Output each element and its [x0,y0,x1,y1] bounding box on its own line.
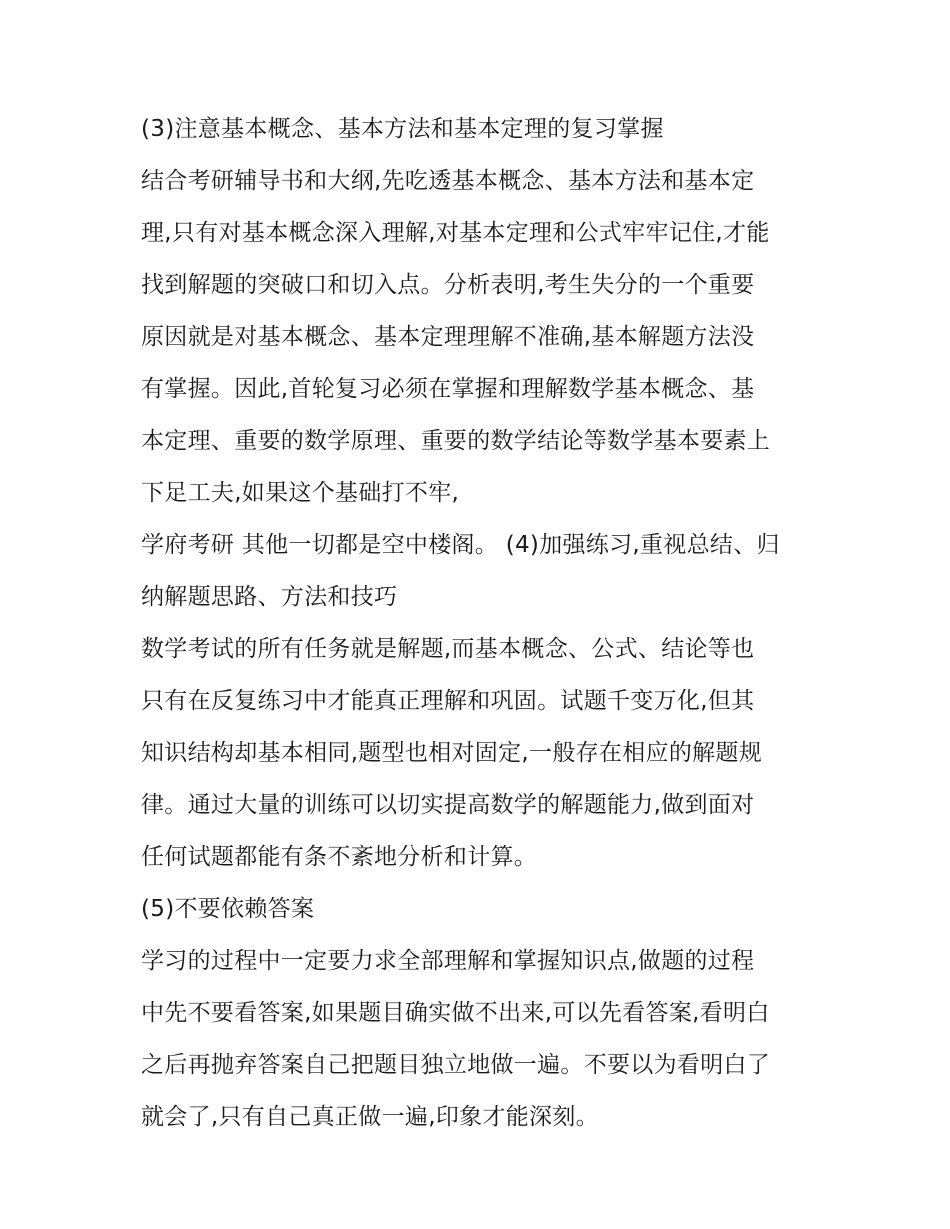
paragraph-line: 本定理、重要的数学原理、重要的数学结论等数学基本要素上 [141,428,771,454]
paragraph-line: 有掌握。因此,首轮复习必须在掌握和理解数学基本概念、基 [141,376,755,402]
heading-4-continuation: 纳解题思路、方法和技巧 [141,584,398,610]
paragraph-line-with-heading-4: 学府考研 其他一切都是空中楼阁。 (4)加强练习,重视总结、归 [141,532,780,558]
paragraph-line: 任何试题都能有条不紊地分析和计算。 [141,844,538,870]
paragraph-line: 找到解题的突破口和切入点。分析表明,考生失分的一个重要 [141,272,755,298]
paragraph-line: 学习的过程中一定要力求全部理解和掌握知识点,做题的过程 [141,948,755,974]
paragraph-line: 中先不要看答案,如果题目确实做不出来,可以先看答案,看明白 [141,1000,770,1026]
paragraph-line: 就会了,只有自己真正做一遍,印象才能深刻。 [141,1104,599,1130]
paragraph-line: 原因就是对基本概念、基本定理理解不准确,基本解题方法没 [141,324,755,350]
heading-3-basic-concepts: (3)注意基本概念、基本方法和基本定理的复习掌握 [141,116,664,142]
paragraph-line: 律。通过大量的训练可以切实提高数学的解题能力,做到面对 [141,792,755,818]
paragraph-line: 下足工夫,如果这个基础打不牢, [141,480,460,506]
paragraph-line: 结合考研辅导书和大纲,先吃透基本概念、基本方法和基本定 [141,168,755,194]
paragraph-line: 只有在反复练习中才能真正理解和巩固。试题千变万化,但其 [141,688,755,714]
paragraph-line: 知识结构却基本相同,题型也相对固定,一般存在相应的解题规 [141,740,763,766]
paragraph-line: 理,只有对基本概念深入理解,对基本定理和公式牢牢记住,才能 [141,220,770,246]
heading-5-no-answers: (5)不要依赖答案 [141,896,315,922]
paragraph-line: 数学考试的所有任务就是解题,而基本概念、公式、结论等也 [141,636,755,662]
paragraph-line: 之后再抛弃答案自己把题目独立地做一遍。不要以为看明白了 [141,1052,771,1078]
